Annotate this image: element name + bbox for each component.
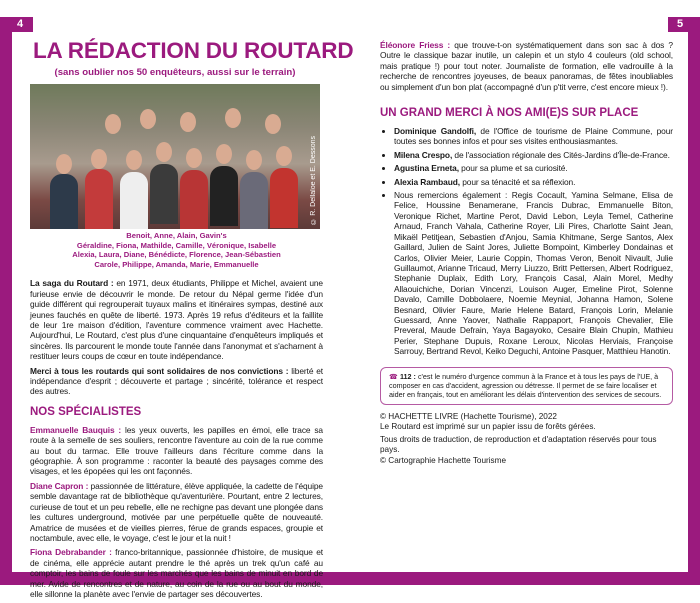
thanks-text: de l'association régionale des Cités-Jardins d'Île-de-France. — [452, 149, 670, 160]
specialist-text: les yeux ouverts, les papilles en émoi, elle trace sa route à la semelle de ses souliers, rencontre l'aventure au coin de la rue comme au bout du tarmac. Elle trouve l'ailleurs dans l'écriture comme dans la géographie. À son programme : raconter la beauté des paysages comme des visages, et les épopées qui les ont façonnés. — [30, 424, 323, 477]
thanks-list — [380, 126, 673, 357]
page-title: LA RÉDACTION DU ROUTARD — [33, 38, 354, 63]
footer-line: Tous droits de traduction, de reproduction et d'adaptation réservés pour tous pays. — [380, 435, 657, 455]
photo-credit: © R. Dellaloe et E. Dessons — [310, 136, 317, 225]
thanks-item — [394, 190, 673, 357]
thanks-item — [394, 177, 673, 187]
footer-line: © Cartographie Hachette Tourisme — [380, 455, 507, 465]
thanks-name: Dominique Gandolfi, — [394, 126, 477, 137]
emergency-text: c'est le numéro d'urgence commun à la France et à tous les pays de l'UE, à composer en cas d'accident, agression ou détresse. Il permet de se faire localiser et aider en français, tout en améliorant les délais d'intervention des services de secours. — [389, 371, 662, 400]
left-column — [30, 231, 323, 603]
thanks-item — [394, 126, 673, 147]
specialist-text: que trouve-t-on systématiquement dans son sac à dos ? Outre le classique bazar inutile, un calepin et un stylo 4 couleurs (old school, mais pratique !) pour tout noter. Journaliste de formation, elle vadrouille à la recherche de rencontres joyeuses, de beaux panoramas, de fêtes inoubliables ou simplement d'un bon plat (accompagné d'un p'tit verre, c'est encore mieux !). — [380, 40, 673, 92]
thanks-heading: UN GRAND MERCI À NOS AMI(E)S SUR PLACE — [380, 107, 639, 120]
thanks-name: Alexia Rambaud, — [394, 176, 460, 187]
caption-line: Benoit, Anne, Alain, Gavin's — [126, 231, 227, 240]
right-page-tab — [668, 17, 700, 32]
specialist-name: Éléonore Friess : — [380, 40, 451, 50]
specialist-name: Emmanuelle Bauquis : — [30, 424, 122, 435]
specialist-entry — [30, 547, 323, 599]
merci-label: Merci à tous les routards qui sont solidaires de nos convictions : — [30, 365, 289, 376]
footer-line: Le Routard est imprimé sur un papier issu de forêts gérées. — [380, 421, 596, 431]
specialist-entry — [30, 481, 323, 543]
specialist-entry — [380, 40, 673, 92]
left-page-number: 4 — [17, 18, 24, 30]
emergency-number: 112 : — [399, 371, 416, 381]
right-column — [380, 40, 673, 466]
merci-text: liberté et indépendance d'esprit ; découverte et partage ; sincérité, tolérance et respect des autres. — [30, 365, 323, 397]
emergency-info-box — [380, 367, 673, 405]
thanks-text: de l'Office de tourisme de Plaine Commune, pour toutes ses bonnes infos et pour ses visites enthousiasmantes. — [394, 126, 673, 147]
thanks-text: Nous remercions également : Regis Cocault, Yamina Selmane, Elisa de Felice, Houssine Benamerane, Francis Dubrac, Emmanuelle Biton, Veronique Richet, Martine Perot, David Lebon, Leyla Temel, Catherine Arnaud, Franch Vahala, Catherine Royer, Lili Pires, Charlotte Saint Jean, Mikaël Petitjean, Sebastien d'Anjou, Samia Khitmane, Serge Santos, Alex Gaillard, Julien de Saint Jores, Juliette Bompoint, Kimberley Dondainas et Carlos, Olivier Meier, Laurie Coppin, Thomas Veron, Benoit Nivault, Julie Guillaumot, Arianne Tricaud, Merry Liuzzo, Britt Pettersen, Albert Rodriguez, Stephanie Duplaix, Edith Lory, François Casal, Alain Morel, Medhy Allaouichiche, Dorian Vincenzi, Louison Auger, Emeline Pirot, Solenne Davalo, Camille Dobbolaere, Noemie Meynial, Johanna Hamon, Solene Besnard, Olivier Faure, Marie Helene Batard, François Lorin, Melanie Guessard, Anne Yaover, Nathalie Rappaport, François Chevalier, Elie Preveral, Maude Defrain, Yaya Bagayoko, Cesaire Blain Chupin, Mathieu Perier, Stephane Dupuis, Roxane Leroux, Nicolas Herviais, Françoise Sarrouy, Bertrand Revol, Keiko Deguchi, Antoine Pasquer, Matthieu Hanotin. — [394, 190, 673, 357]
saga-text: en 1971, deux étudiants, Philippe et Michel, avaient une furieuse envie de découvrir le monde. De retour du Népal germe l'idée d'un guide différent qui regrouperait tuyaux malins et itinéraires sympas, destiné aux jeunes fauchés en quête de liberté. 1973. Après 19 refus d'éditeurs et la faillite de leur 1re maison d'édition, l'aventure commence vraiment avec Hachette. Aujourd'hui, Le Routard, c'est plus d'une cinquantaine d'enquêteurs impliqués et sincères. Ils parcourent le monde toute l'année dans l'anonymat et s'acharnent à restituer leurs coups de cœur en toute indépendance. — [30, 278, 323, 362]
intro-section — [30, 278, 323, 396]
right-page-number: 5 — [677, 18, 684, 30]
specialists-section — [30, 405, 323, 600]
thanks-name: Agustina Erneta, — [394, 163, 459, 174]
saga-paragraph — [30, 278, 323, 361]
page-subtitle: (sans oublier nos 50 enquêteurs, aussi sur le terrain) — [54, 67, 296, 78]
eleonore-section — [380, 40, 673, 92]
specialist-text: franco-britannique, passionnée d'histoire, de musique et de cinéma, elle apprécie autant prendre le thé après un trek qu'un café au comptoir, les bains de foule sur les marchés que les bains de minuit en bord de mer. Avide de rencontres et de nature, au coin de la rue ou au bout du monde, elle sillonne la planète avec l'envie de partager ses découvertes. — [30, 547, 323, 599]
thanks-item — [394, 163, 673, 173]
specialist-name: Diane Capron : — [30, 480, 89, 491]
left-margin-bar — [0, 17, 12, 585]
thanks-name: Milena Crespo, — [394, 149, 453, 160]
specialist-entry — [30, 425, 323, 477]
caption-line: Alexia, Laura, Diane, Bénédicte, Florence, Jean-Sébastien — [72, 250, 281, 260]
thanks-section — [380, 106, 673, 357]
specialist-name: Fiona Debrabander : — [30, 547, 112, 558]
thanks-text: pour sa ténacité et sa réflexion. — [460, 176, 576, 187]
thanks-item — [394, 150, 673, 160]
footer-line: © HACHETTE LIVRE (Hachette Tourisme), 2022 — [380, 411, 557, 421]
copyright-footer — [380, 412, 673, 466]
team-photo — [30, 84, 320, 229]
thanks-text: pour sa plume et sa curiosité. — [458, 163, 568, 174]
specialists-heading: NOS SPÉCIALISTES — [30, 405, 142, 418]
merci-paragraph — [30, 366, 323, 397]
caption-line: Géraldine, Fiona, Mathilde, Camille, Véronique, Isabelle — [76, 240, 277, 250]
specialist-text: passionnée de littérature, élève appliquée, la cadette de l'équipe semble davantage rat de bibliothèque qu'aventurière. Pourtant, entre 2 lectures, curieuse de tout et un peu rebelle, elle ne rechigne pas devant une plongée dans les cultures underground, motivée par une perpétuelle quête de nouveauté. Amatrice de musées et de vieilles pierres, férue de grands espaces, groupie et noctambule, avec elle, le voyage, c'est le jour et la nuit ! — [30, 480, 323, 543]
right-margin-bar — [688, 17, 700, 585]
caption-line: Carole, Philippe, Amanda, Marie, Emmanuelle — [94, 259, 259, 269]
photo-caption — [30, 231, 323, 269]
phone-icon: ☎ — [389, 371, 398, 381]
saga-label: La saga du Routard : — [30, 278, 114, 289]
